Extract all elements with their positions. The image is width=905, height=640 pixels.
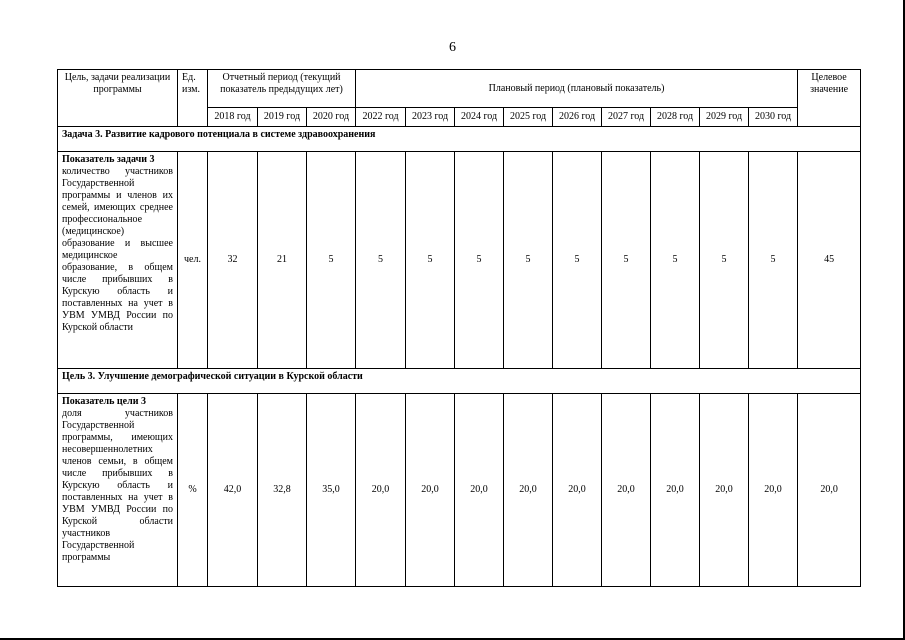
- value-cell: 20,0: [651, 394, 700, 587]
- header-planned-period: Плановый период (плановый показатель): [356, 70, 798, 108]
- indicator-cell: [58, 152, 178, 369]
- value-cell: 32,8: [258, 394, 307, 587]
- year-2027: 2027 год: [602, 108, 651, 127]
- header-reporting-period: Отчетный период (текущий показатель предыдущих лет): [208, 70, 356, 108]
- year-2020: 2020 год: [307, 108, 356, 127]
- value-cell: 5: [749, 152, 798, 369]
- program-indicators-table: [57, 69, 861, 587]
- value-cell: 20,0: [356, 394, 406, 587]
- table-row: [58, 394, 861, 587]
- value-cell: 20,0: [504, 394, 553, 587]
- page-number: 6: [449, 40, 456, 55]
- value-cell: 21: [258, 152, 307, 369]
- value-cell: 5: [406, 152, 455, 369]
- year-2028: 2028 год: [651, 108, 700, 127]
- unit-cell: чел.: [178, 152, 208, 369]
- indicator-text: доля участников Государственной программы, имеющих несовершеннолетних членов семьи, в общем числе прибывших в Курскую область и поставленных на учет в УВМ УМВД России по Курской области участников Государственной программы: [62, 408, 173, 563]
- year-2026: 2026 год: [553, 108, 602, 127]
- value-cell: 20,0: [406, 394, 455, 587]
- header-target: Целевое значение: [798, 70, 861, 127]
- target-cell: 20,0: [798, 394, 861, 587]
- value-cell: 5: [602, 152, 651, 369]
- indicator-title: Показатель цели 3: [62, 396, 146, 407]
- value-cell: 5: [356, 152, 406, 369]
- indicator-text: количество участников Государственной программы и членов их семей, имеющих среднее профессиональное (медицинское) образование и высшее медицинское образование, в общем числе прибывших в Курскую область и поставленных на учет в УВМ УМВД России по Курской области: [62, 166, 173, 333]
- value-cell: 35,0: [307, 394, 356, 587]
- value-cell: 20,0: [602, 394, 651, 587]
- section-title-task-3: Задача 3. Развитие кадрового потенциала в системе здравоохранения: [58, 127, 861, 152]
- year-2018: 2018 год: [208, 108, 258, 127]
- unit-cell: %: [178, 394, 208, 587]
- value-cell: 5: [700, 152, 749, 369]
- value-cell: 5: [553, 152, 602, 369]
- value-cell: 5: [651, 152, 700, 369]
- year-2023: 2023 год: [406, 108, 455, 127]
- indicator-cell: [58, 394, 178, 587]
- value-cell: 20,0: [553, 394, 602, 587]
- value-cell: 5: [307, 152, 356, 369]
- value-cell: 5: [455, 152, 504, 369]
- table-row: [58, 152, 861, 369]
- year-2030: 2030 год: [749, 108, 798, 127]
- header-unit: Ед. изм.: [178, 70, 208, 127]
- year-2024: 2024 год: [455, 108, 504, 127]
- year-2022: 2022 год: [356, 108, 406, 127]
- value-cell: 5: [504, 152, 553, 369]
- year-2029: 2029 год: [700, 108, 749, 127]
- value-cell: 42,0: [208, 394, 258, 587]
- section-title-goal-3: Цель 3. Улучшение демографической ситуации в Курской области: [58, 369, 861, 394]
- year-2025: 2025 год: [504, 108, 553, 127]
- target-cell: 45: [798, 152, 861, 369]
- header-goal: Цель, задачи реализации программы: [58, 70, 178, 127]
- value-cell: 20,0: [455, 394, 504, 587]
- value-cell: 20,0: [700, 394, 749, 587]
- value-cell: 20,0: [749, 394, 798, 587]
- year-2019: 2019 год: [258, 108, 307, 127]
- value-cell: 32: [208, 152, 258, 369]
- indicator-title: Показатель задачи 3: [62, 154, 155, 165]
